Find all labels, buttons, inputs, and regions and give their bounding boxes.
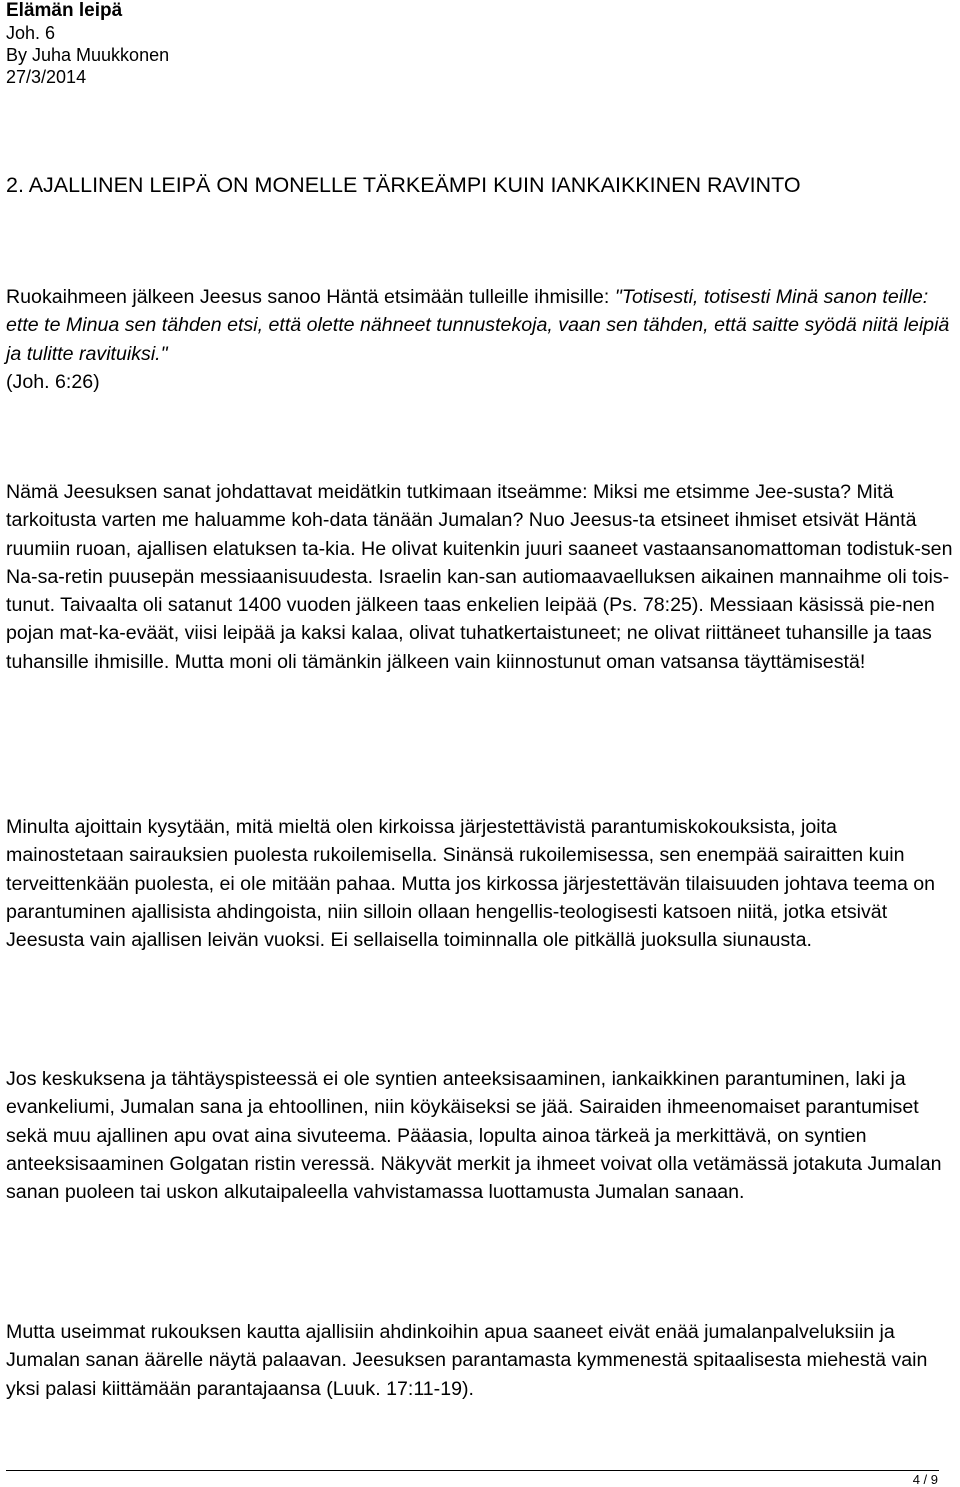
scripture-reference: Joh. 6 [6, 23, 56, 43]
document-header [6, 0, 169, 88]
document-title: Elämän leipä [6, 0, 123, 21]
document-date: 27/3/2014 [6, 67, 87, 87]
section-heading: 2. AJALLINEN LEIPÄ ON MONELLE TÄRKEÄMPI KUIN IANKAIKKINEN RAVINTO [6, 173, 801, 197]
scripture-quote: "Totisesti, totisesti Minä sanon teille: ette te Minua sen tähden etsi, että olette nähneet tunnustekoja, vaan sen tähden, että saitte syödä niitä leipiä ja tulitte ravituiksi." [6, 286, 950, 365]
paragraph-ten-lepers: Mutta useimmat rukouksen kautta ajallisiin ahdinkoihin apua saaneet eivät enää jumalanpalveluksiin ja Jumalan sanan äärelle näytä palaavan. Jeesuksen parantamasta kymmenestä spitaalisesta miehestä vain yksi palasi kiittämään parantajaansa (Luuk. 17:11-19). [6, 1321, 928, 1400]
paragraph-healing-meetings: Minulta ajoittain kysytään, mitä mieltä olen kirkoissa järjestettävistä parantumiskokouksista, joita mainostetaan sairauksien puolesta rukoilemisella. Sinänsä rukoilemisessa, sen enempää sairaitten kuin terveittenkään puolesta, ei ole mitään pahaa. Mutta jos kirkossa järjestettävän tilaisuuden johtava teema on parantuminen ajallisista ahdingoista, niin silloin ollaan hengellis-teologisesti katsoen niitä, jotka etsivät Jeesusta vain ajallisen leivän vuoksi. Ei sellaisella toiminnalla ole pitkällä juoksulla siunausta. [6, 816, 936, 952]
paragraph-why-seek-jesus: Nämä Jeesuksen sanat johdattavat meidätkin tutkimaan itseämme: Miksi me etsimme Jee-susta? Mitä tarkoitusta varten me haluamme koh-data tänään Jumalan? Nuo Jeesus-ta etsineet ihmiset etsivät Häntä ruumiin ruoan, ajallisen elatuksen ta-kia. He olivat kuitenkin juuri saaneet vastaansanomattoman todistuk-sen Na-sa-retin puusepän messiaanisuudesta. Israelin kan-san autiomaavaelluksen aikainen mannaihme oli tois-tunut. Taivaalta oli satanut 1400 vuoden jälkeen taas enkelien leipää (Ps. 78:25). Messiaan käsissä pie-nen pojan mat-ka-eväät, viisi leipää ja kaksi kalaa, olivat tuhatkertaistuneet; ne olivat riittäneet tuhansille ja taas tuhansille ihmisille. Mutta moni oli tämänkin jälkeen vain kiinnostunut oman vatsansa täyttämisestä! [6, 481, 953, 673]
paragraph-scripture-quote [6, 283, 956, 396]
quote-intro: Ruokaihmeen jälkeen Jeesus sanoo Häntä etsimään tulleille ihmisille: [6, 286, 615, 308]
page-number: 4 / 9 [912, 1472, 938, 1487]
quote-reference: (Joh. 6:26) [6, 370, 100, 393]
author-line: By Juha Muukkonen [6, 45, 170, 65]
paragraph-forgiveness-center: Jos keskuksena ja tähtäyspisteessä ei ole syntien anteeksisaaminen, iankaikkinen parantuminen, laki ja evankeliumi, Jumalan sana ja ehtoollinen, niin köykäiseksi se jää. Sairaiden ihmeenomaiset parantumiset sekä muu ajallinen apu ovat aina sivuteema. Pääasia, lopulta ainoa tärkeä ja merkittävä, on syntien anteeksisaaminen Golgatan ristin veressä. Näkyvät merkit ja ihmeet voivat olla vetämässä jotakuta Jumalan sanan puoleen tai uskon alkutaipaleella vahvistamassa luottamusta Jumalan sanaan. [6, 1068, 942, 1204]
footer-divider [6, 1470, 939, 1471]
